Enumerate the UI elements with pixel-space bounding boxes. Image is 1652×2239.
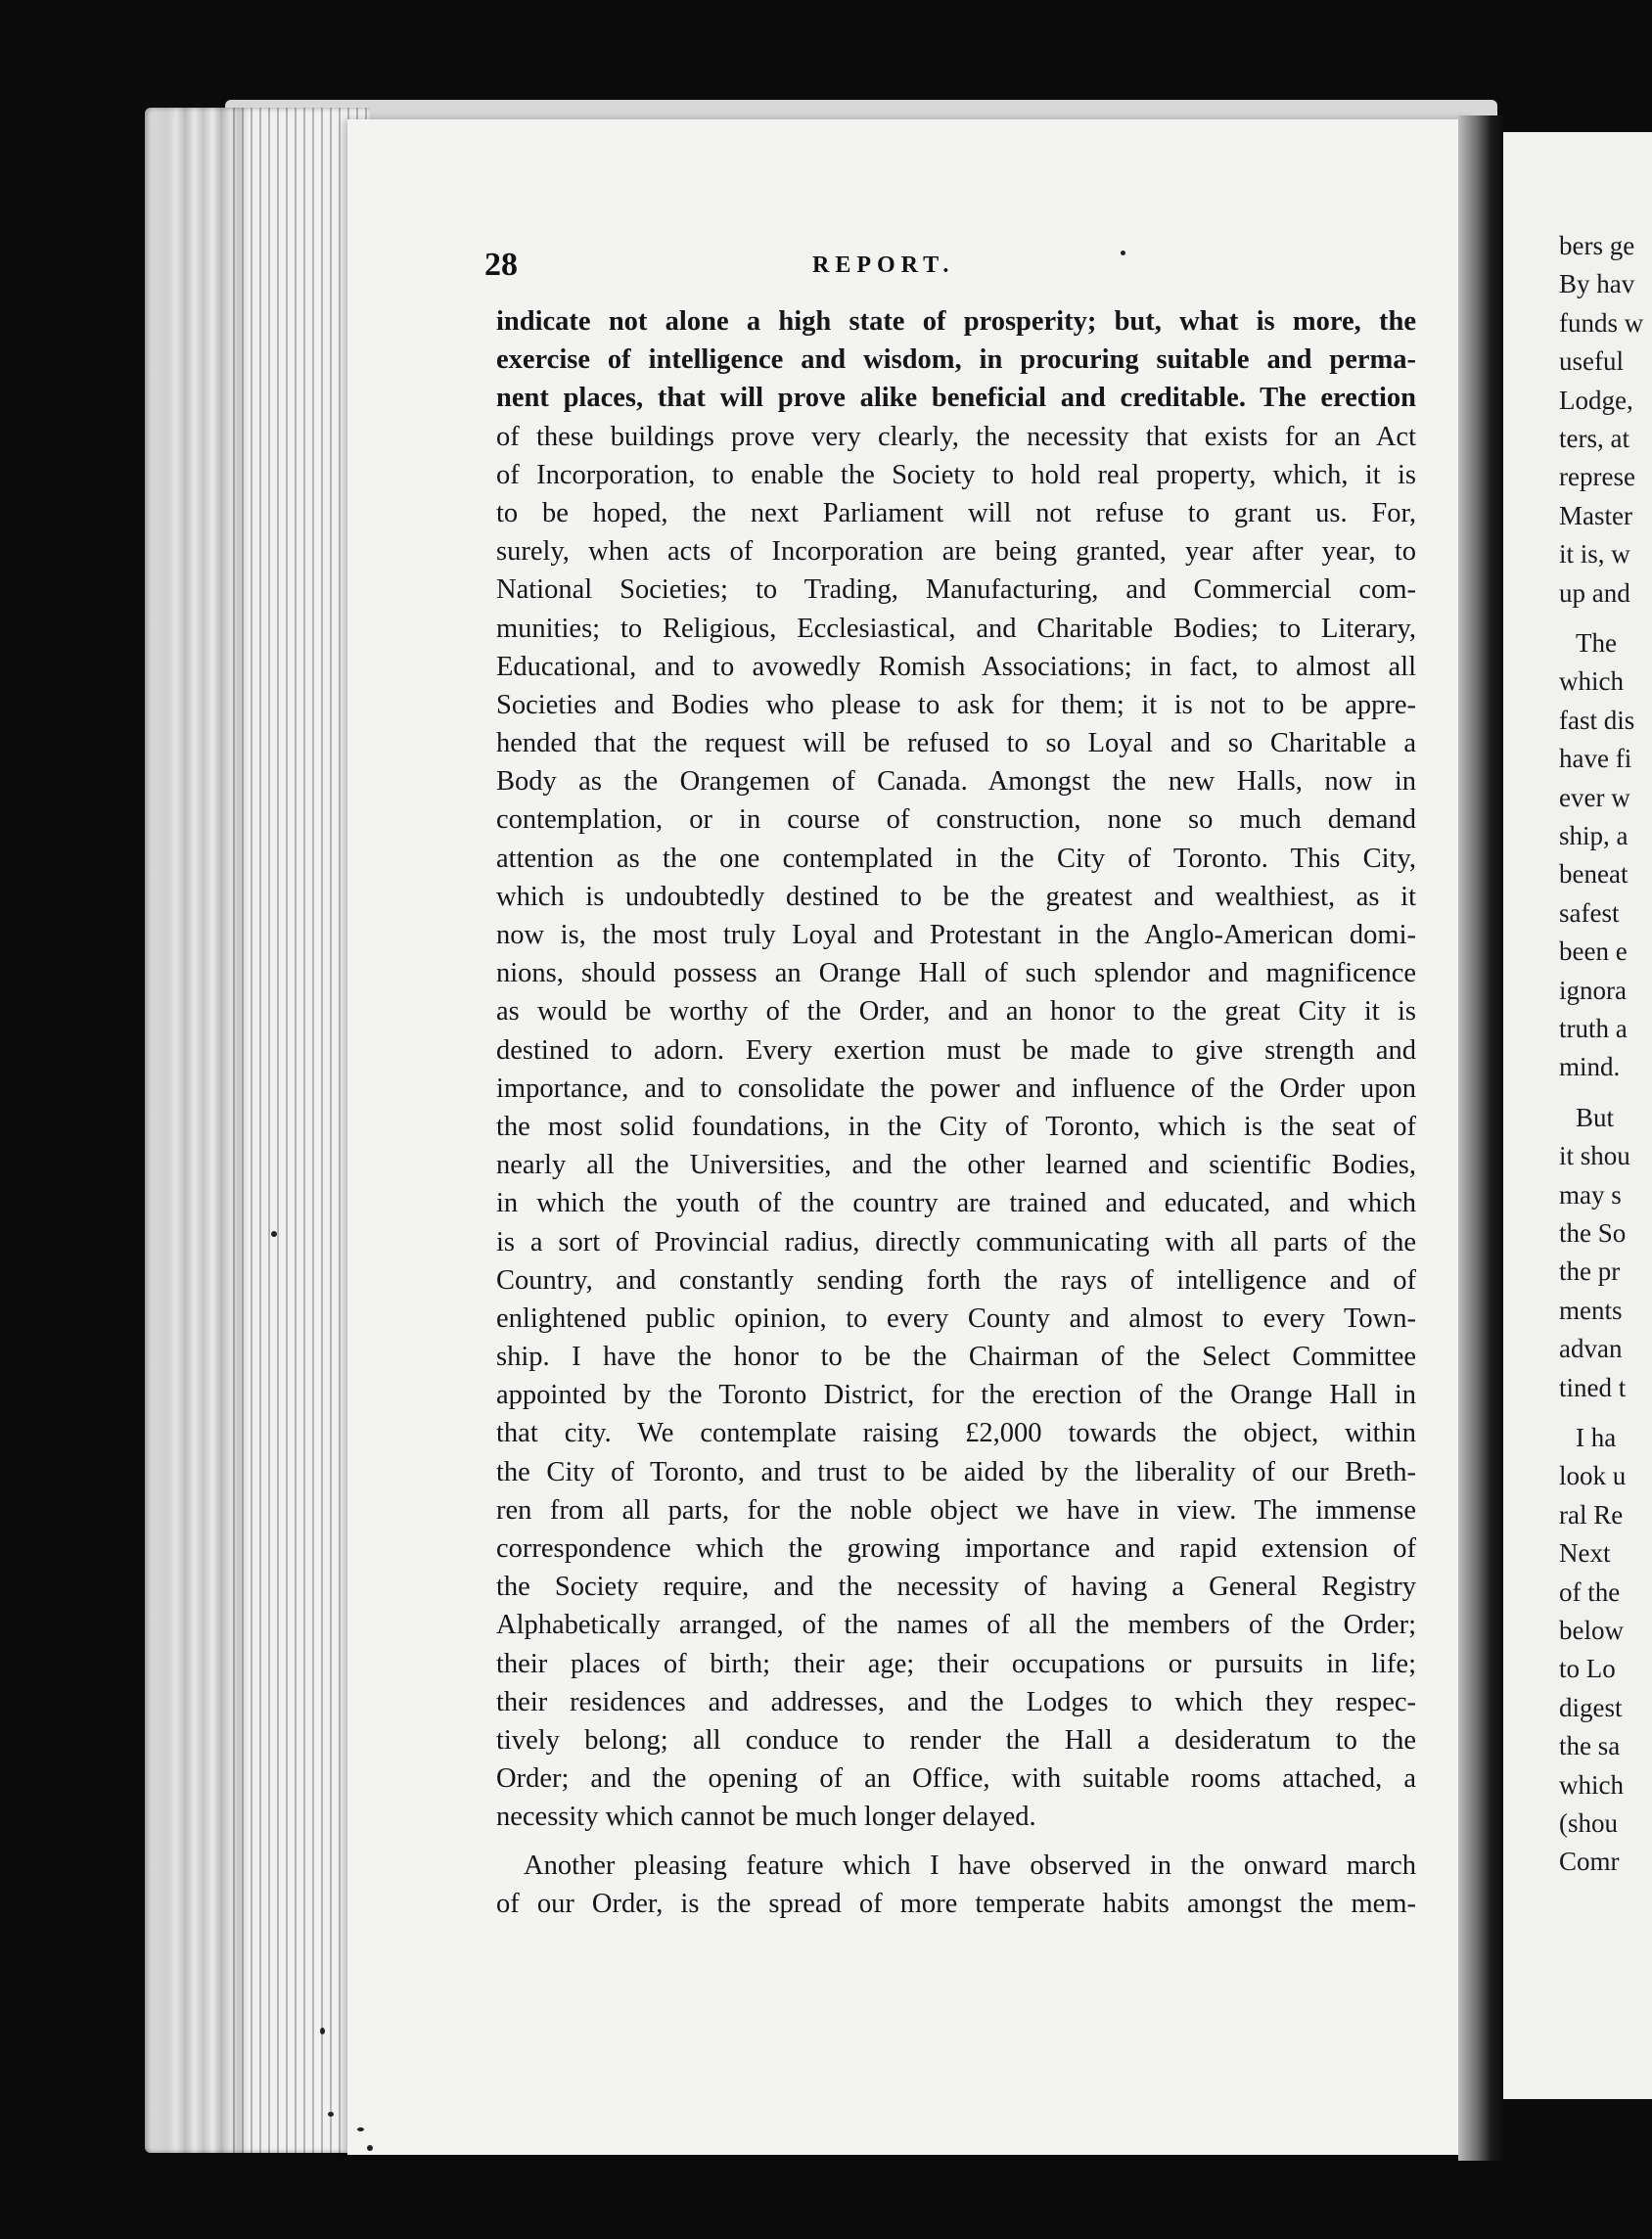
right-page-line: advan — [1559, 1334, 1623, 1364]
left-page — [347, 119, 1473, 2155]
text-line: of Incorporation, to enable the Society to hold real property, which, it is — [496, 459, 1416, 490]
right-page-line: ral Re — [1559, 1499, 1624, 1530]
right-page-line: look u — [1559, 1461, 1627, 1491]
text-line: to be hoped, the next Parliament will not refuse to grant us. For, — [496, 497, 1416, 528]
right-page-line: Next — [1559, 1538, 1611, 1569]
right-page-line: ignora — [1559, 975, 1627, 1005]
right-page-line: ever w — [1559, 782, 1630, 812]
right-page-line: ters, at — [1559, 424, 1629, 453]
right-page-line: I ha — [1576, 1423, 1617, 1452]
right-page-line: represe — [1559, 462, 1635, 492]
text-line: Another pleasing feature which I have observed in the onward march — [524, 1850, 1416, 1881]
text-line: Country, and constantly sending forth the rays of intelligence and of — [496, 1264, 1416, 1296]
text-line: in which the youth of the country are trained and educated, and which — [496, 1188, 1416, 1219]
paragraph-gap — [496, 1837, 1416, 1847]
right-page-line: funds w — [1559, 307, 1644, 338]
right-page-line: it shou — [1559, 1141, 1630, 1171]
text-line: exercise of intelligence and wisdom, in procuring suitable and perma- — [496, 344, 1416, 376]
text-line: importance, and to consolidate the power and influence of the Order upon — [496, 1073, 1416, 1104]
right-page-line: But — [1576, 1102, 1615, 1132]
right-page-line: fast dis — [1559, 705, 1635, 735]
right-page-line: Master — [1559, 500, 1632, 530]
right-page-line: Lodge, — [1559, 385, 1633, 415]
text-line: Alphabetically arranged, of the names of all the members of the Order; — [496, 1610, 1416, 1641]
right-page-line: beneat — [1559, 859, 1629, 890]
text-line: contemplation, or in course of construction, none so much demand — [496, 804, 1416, 836]
right-page-line: (shou — [1559, 1808, 1618, 1838]
text-line: nions, should possess an Orange Hall of such splendor and magnificence — [496, 958, 1416, 989]
right-page-line: Comr — [1559, 1847, 1620, 1877]
text-line: nearly all the Universities, and the other learned and scientific Bodies, — [496, 1150, 1416, 1181]
text-line: Order; and the opening of an Office, with suitable rooms attached, a — [496, 1763, 1416, 1795]
right-page-line: which — [1559, 1769, 1624, 1800]
text-line: Educational, and to avowedly Romish Associations; in fact, to almost all — [496, 651, 1416, 682]
text-line: indicate not alone a high state of prosperity; but, what is more, the — [496, 306, 1416, 337]
text-line: surely, when acts of Incorporation are being granted, year after year, to — [496, 536, 1416, 568]
text-line: destined to adorn. Every exertion must be made to give strength and — [496, 1034, 1416, 1066]
text-line: of these buildings prove very clearly, the necessity that exists for an Act — [496, 421, 1416, 452]
right-page-line: digest — [1559, 1692, 1623, 1722]
right-page-line: the pr — [1559, 1257, 1621, 1287]
text-line: that city. We contemplate raising £2,000 towards the object, within — [496, 1418, 1416, 1449]
text-line: necessity which cannot be much longer delayed. — [496, 1802, 1036, 1833]
text-line: their residences and addresses, and the Lodges to which they respec- — [496, 1686, 1416, 1717]
text-line: Body as the Orangemen of Canada. Amongst the new Halls, now in — [496, 766, 1416, 798]
text-line: appointed by the Toronto District, for the erection of the Orange Hall in — [496, 1380, 1416, 1411]
right-page-line: The — [1576, 628, 1617, 658]
right-page-line: useful — [1559, 346, 1624, 377]
body-text — [496, 302, 1416, 1923]
right-page-line: truth a — [1559, 1014, 1628, 1043]
paragraph-2 — [496, 1847, 1416, 1923]
text-line: the most solid foundations, in the City of Toronto, which is the seat of — [496, 1111, 1416, 1142]
text-line: as would be worthy of the Order, and an honor to the great City it is — [496, 996, 1416, 1028]
right-page-line: mind. — [1559, 1052, 1621, 1082]
book-gutter — [1458, 115, 1505, 2161]
running-head: REPORT. — [812, 252, 955, 278]
page-header — [484, 247, 1463, 290]
right-page-line: tined t — [1559, 1372, 1627, 1402]
text-line: tively belong; all conduce to render the Hall a desideratum to the — [496, 1724, 1416, 1756]
text-line: hended that the request will be refused to so Loyal and so Charitable a — [496, 728, 1416, 759]
text-line: the Society require, and the necessity of having a General Registry — [496, 1572, 1416, 1603]
text-line: which is undoubtedly destined to be the greatest and wealthiest, as it — [496, 881, 1416, 912]
right-page-line: the sa — [1559, 1731, 1621, 1761]
text-line: ren from all parts, for the noble object we have in view. The immense — [496, 1494, 1416, 1526]
right-page-line: of the — [1559, 1576, 1621, 1607]
text-line: now is, the most truly Loyal and Protestant in the Anglo-American domi- — [496, 920, 1416, 950]
page-number: 28 — [484, 247, 518, 283]
right-page-line: below — [1559, 1616, 1624, 1645]
text-line: the City of Toronto, and trust to be aided by the liberality of our Breth- — [496, 1456, 1416, 1487]
text-line: is a sort of Provincial radius, directly communicating with all parts of the — [496, 1226, 1416, 1257]
text-line: attention as the one contemplated in the City of Toronto. This City, — [496, 843, 1416, 874]
right-page-line: By hav — [1559, 269, 1635, 299]
text-line: National Societies; to Trading, Manufacturing, and Commercial com- — [496, 574, 1416, 606]
right-page-line: bers ge — [1559, 231, 1635, 260]
page-stack-left-edges — [145, 108, 370, 2153]
right-page-line: to Lo — [1559, 1654, 1616, 1684]
text-line: of our Order, is the spread of more temperate habits amongst the mem- — [496, 1888, 1416, 1919]
right-page-line: been e — [1559, 937, 1628, 967]
right-page-fragment — [1503, 132, 1652, 2099]
right-page-line: it is, w — [1559, 539, 1630, 570]
right-page-line: ments — [1559, 1295, 1623, 1325]
right-page-line: safest — [1559, 897, 1620, 928]
right-page-line: the So — [1559, 1218, 1627, 1248]
text-line: correspondence which the growing importance and rapid extension of — [496, 1533, 1416, 1564]
text-line: munities; to Religious, Ecclesiastical, and Charitable Bodies; to Literary, — [496, 613, 1416, 644]
text-line: nent places, that will prove alike beneficial and creditable. The erection — [496, 383, 1416, 414]
text-line: ship. I have the honor to be the Chairman of the Select Committee — [496, 1342, 1416, 1373]
paragraph-1 — [496, 302, 1416, 1837]
text-line: enlightened public opinion, to every County and almost to every Town- — [496, 1302, 1416, 1334]
right-page-line: which — [1559, 666, 1624, 697]
right-page-line: ship, a — [1559, 821, 1629, 850]
right-page-line: up and — [1559, 577, 1630, 608]
right-page-line: may s — [1559, 1179, 1622, 1210]
text-line: their places of birth; their age; their occupations or pursuits in life; — [496, 1648, 1416, 1679]
text-line: Societies and Bodies who please to ask for them; it is not to be appre- — [496, 689, 1416, 720]
right-page-line: have fi — [1559, 744, 1632, 774]
